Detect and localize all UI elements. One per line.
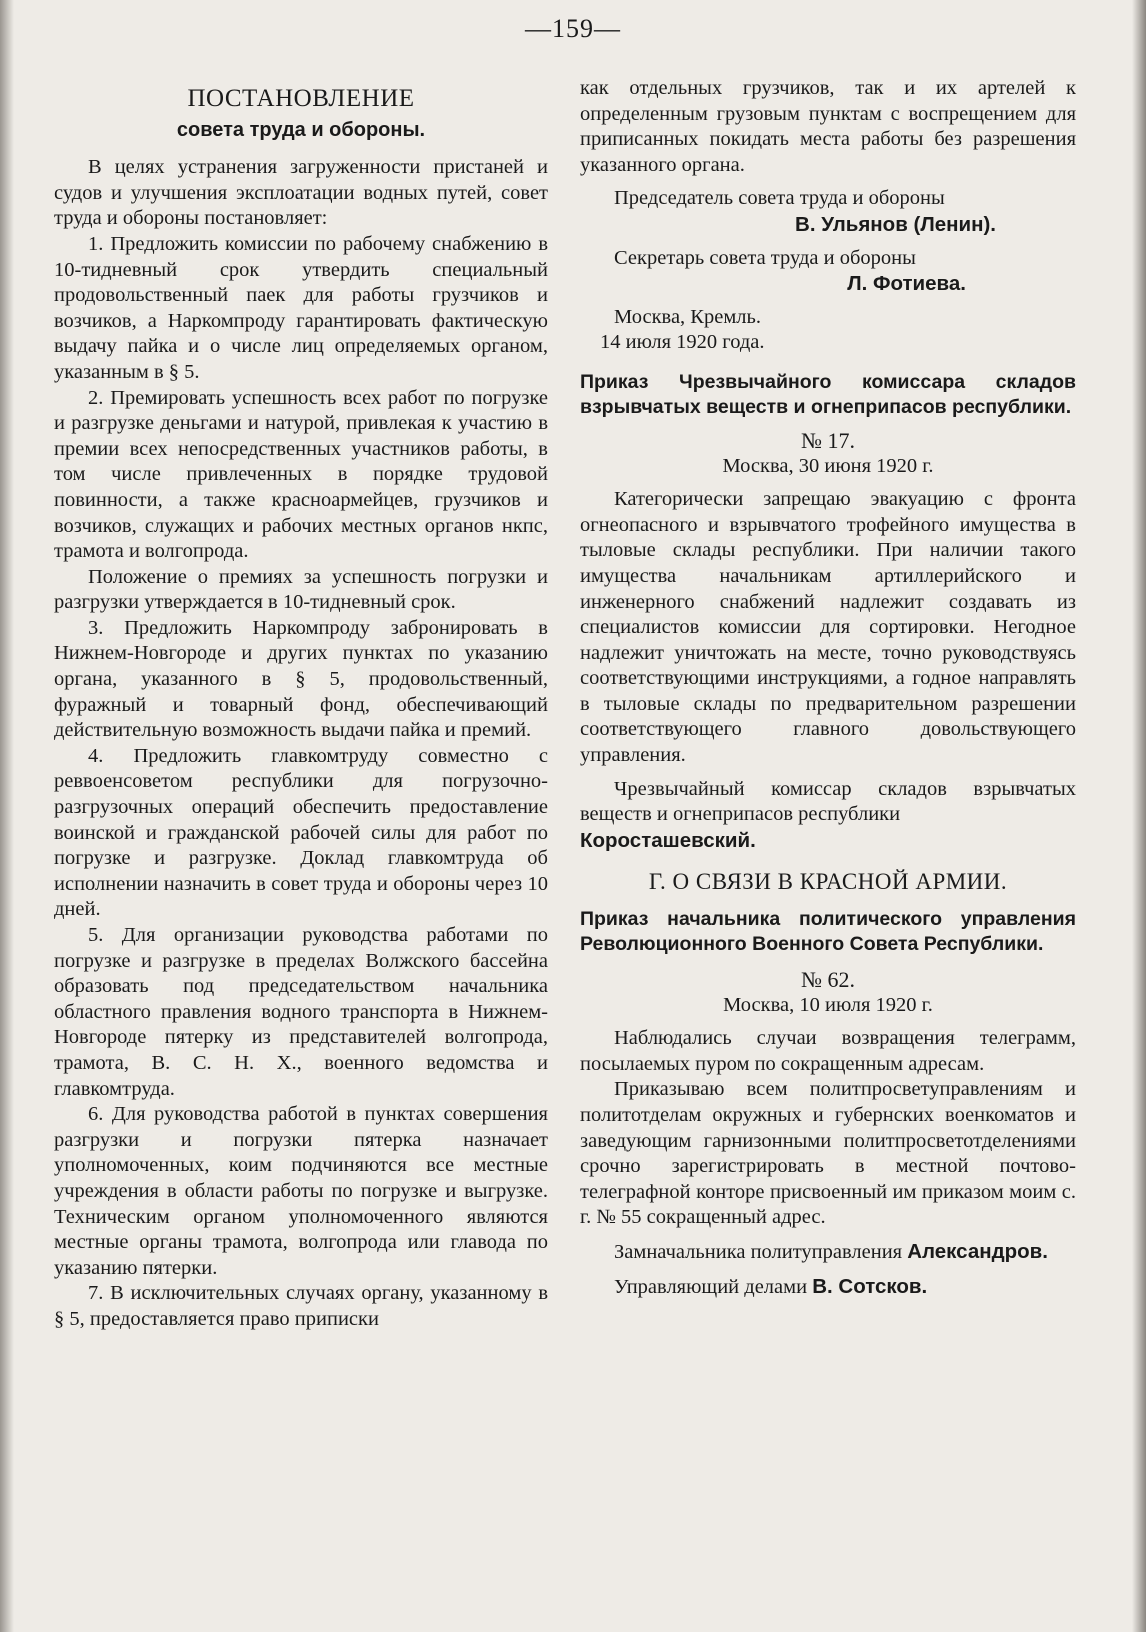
order2-body: Наблюдались случаи возвращения телеграмм, посылаемых пуром по сокращенным адресам. bbox=[580, 1027, 1076, 1075]
decree-paragraph: В целях устранения загруженности пристаней и судов и улучшения эксплоатации водных путей, совет труда и обороны постановляет: bbox=[54, 156, 548, 230]
chair-name: В. Ульянов (Ленин). bbox=[795, 212, 996, 236]
chair-label: Председатель совета труда и обороны bbox=[614, 187, 945, 210]
decree-paragraph: 4. Предложить главкомтруду совместно с реввоенсоветом республики для погрузочно-разгрузочных операций обеспечить предоставление воинской и гражданской рабочей силы для работ по погрузке и разгрузке. Доклад главкомтруда об исполнении назначить в совет труда и обороны через 10 дней. bbox=[54, 744, 548, 921]
page-edge-left bbox=[0, 0, 14, 1632]
order2-number: № 62. bbox=[801, 967, 855, 993]
deputy-name: Александров. bbox=[907, 1239, 1048, 1263]
order2-place-date: Москва, 10 июля 1920 г. bbox=[723, 993, 933, 1016]
manager-name: В. Сотсков. bbox=[812, 1274, 928, 1298]
manager-label: Управляющий делами bbox=[614, 1275, 808, 1298]
decree-subheading: совета труда и обороны. bbox=[176, 118, 426, 141]
order2-body: Приказываю всем политпросветуправлениям и политотделам окружных и губернских военкоматов и заведующим гарнизонными политпросветотделениями срочно зарегистрировать в местной почтово-телеграфной конторе присвоенный им приказом моим с. г. № 55 сокращенный адрес. bbox=[580, 1078, 1076, 1229]
decree-continuation: как отдельных грузчиков, так и их артелей к определенным грузовым пунктам с воспрещением для приписанных покидать места работы без разрешения указанного органа. bbox=[580, 77, 1076, 176]
order1-place-date: Москва, 30 июня 1920 г. bbox=[722, 454, 934, 477]
order2-heading: Приказ начальника политического управления Революционного Военного Совета Республики. bbox=[580, 908, 1076, 956]
order1-body: Категорически запрещаю эвакуацию с фронта огнеопасного и взрывчатого трофейного имущества в тыловые склады республики. При наличии такого имущества начальникам артиллерийского и инженерного снабжений надлежит создавать из специалистов комиссии для сортировки. Негодное надлежит уничтожать на месте, точно руководствуясь соответствующими инструкциями, а годное направлять в тыловые склады по предварительном разрешении соответствующего главного довольствующего управления. bbox=[580, 488, 1076, 767]
section-heading: Г. О СВЯЗИ В КРАСНОЙ АРМИИ. bbox=[648, 869, 1008, 895]
order2-manager bbox=[580, 1274, 1076, 1301]
page-edge-right bbox=[1132, 0, 1146, 1632]
decree-paragraph: 6. Для руководства работой в пунктах совершения разгрузки и погрузки пятерка назначает уполномоченных, коим подчиняются все местные учреждения в области работы по погрузке и выгрузке. Техническим органом уполномоченного являются местные органы трамота, волгопрода или главода по указанию пятерки. bbox=[54, 1103, 548, 1279]
order1-signer-label: Чрезвычайный комиссар складов взрывчатых веществ и огнеприпасов республики bbox=[580, 777, 1076, 826]
order1-signer-name: Коросташевский. bbox=[580, 828, 756, 852]
page-number: —159— bbox=[525, 14, 621, 43]
decree-date: 14 июля 1920 года. bbox=[600, 331, 765, 354]
decree-paragraph: Положение о премиях за успешность погрузки и разгрузки утверждается в 10-тидневный срок. bbox=[54, 565, 548, 614]
order2-deputy bbox=[580, 1239, 1076, 1266]
decree-paragraph: 5. Для организации руководства работами по погрузке и разгрузке в пределах Волжского бассейна образовать под председательством начальника областного правления водного транспорта в Нижнем-Новгороде пятерку из представителей волгопрода, трамота, В. С. Н. Х., военного ведомства и главкомтруда. bbox=[54, 924, 548, 1100]
decree-paragraph: 2. Премировать успешность всех работ по погрузке и разгрузке деньгами и натурой, привлекая к участию в премии всех непосредственных участников работы, в том числе привлеченных в порядке трудовой повинности, а также красноармейцев, грузчиков и возчиков, служащих и рабочих местных органов нкпс, трамота и волгопрода. bbox=[54, 386, 548, 563]
decree-paragraph: 7. В исключительных случаях органу, указанному в § 5, предоставляется право приписки bbox=[54, 1282, 548, 1330]
order1-number: № 17. bbox=[801, 427, 855, 453]
decree-place: Москва, Кремль. bbox=[614, 305, 761, 328]
decree-paragraph: 1. Предложить комиссии по рабочему снабжению в 10-тидневный срок утвердить специальный продовольственный паек для работы грузчиков и возчиков, а Наркомпроду гарантировать фактическую выдачу пайка и о числе лиц определяемых органом, указанным в § 5. bbox=[54, 232, 548, 383]
decree-heading: ПОСТАНОВЛЕНИЕ bbox=[187, 85, 415, 112]
decree-paragraph: 3. Предложить Наркомпроду забронировать в Нижнем-Новгороде и других пунктах по указанию органа, указанного в § 5, продовольственный, фуражный и товарный фонд, обеспечивающий действительную возможность выдачи пайка и премий. bbox=[54, 616, 548, 742]
secretary-label: Секретарь совета труда и обороны bbox=[614, 246, 916, 269]
secretary-name: Л. Фотиева. bbox=[847, 272, 966, 296]
deputy-label: Замначальника политуправления bbox=[614, 1240, 903, 1263]
order1-heading: Приказ Чрезвычайного комиссара складов взрывчатых веществ и огнеприпасов республики. bbox=[580, 370, 1076, 418]
right-column bbox=[580, 76, 1076, 1300]
left-column bbox=[54, 80, 548, 1333]
